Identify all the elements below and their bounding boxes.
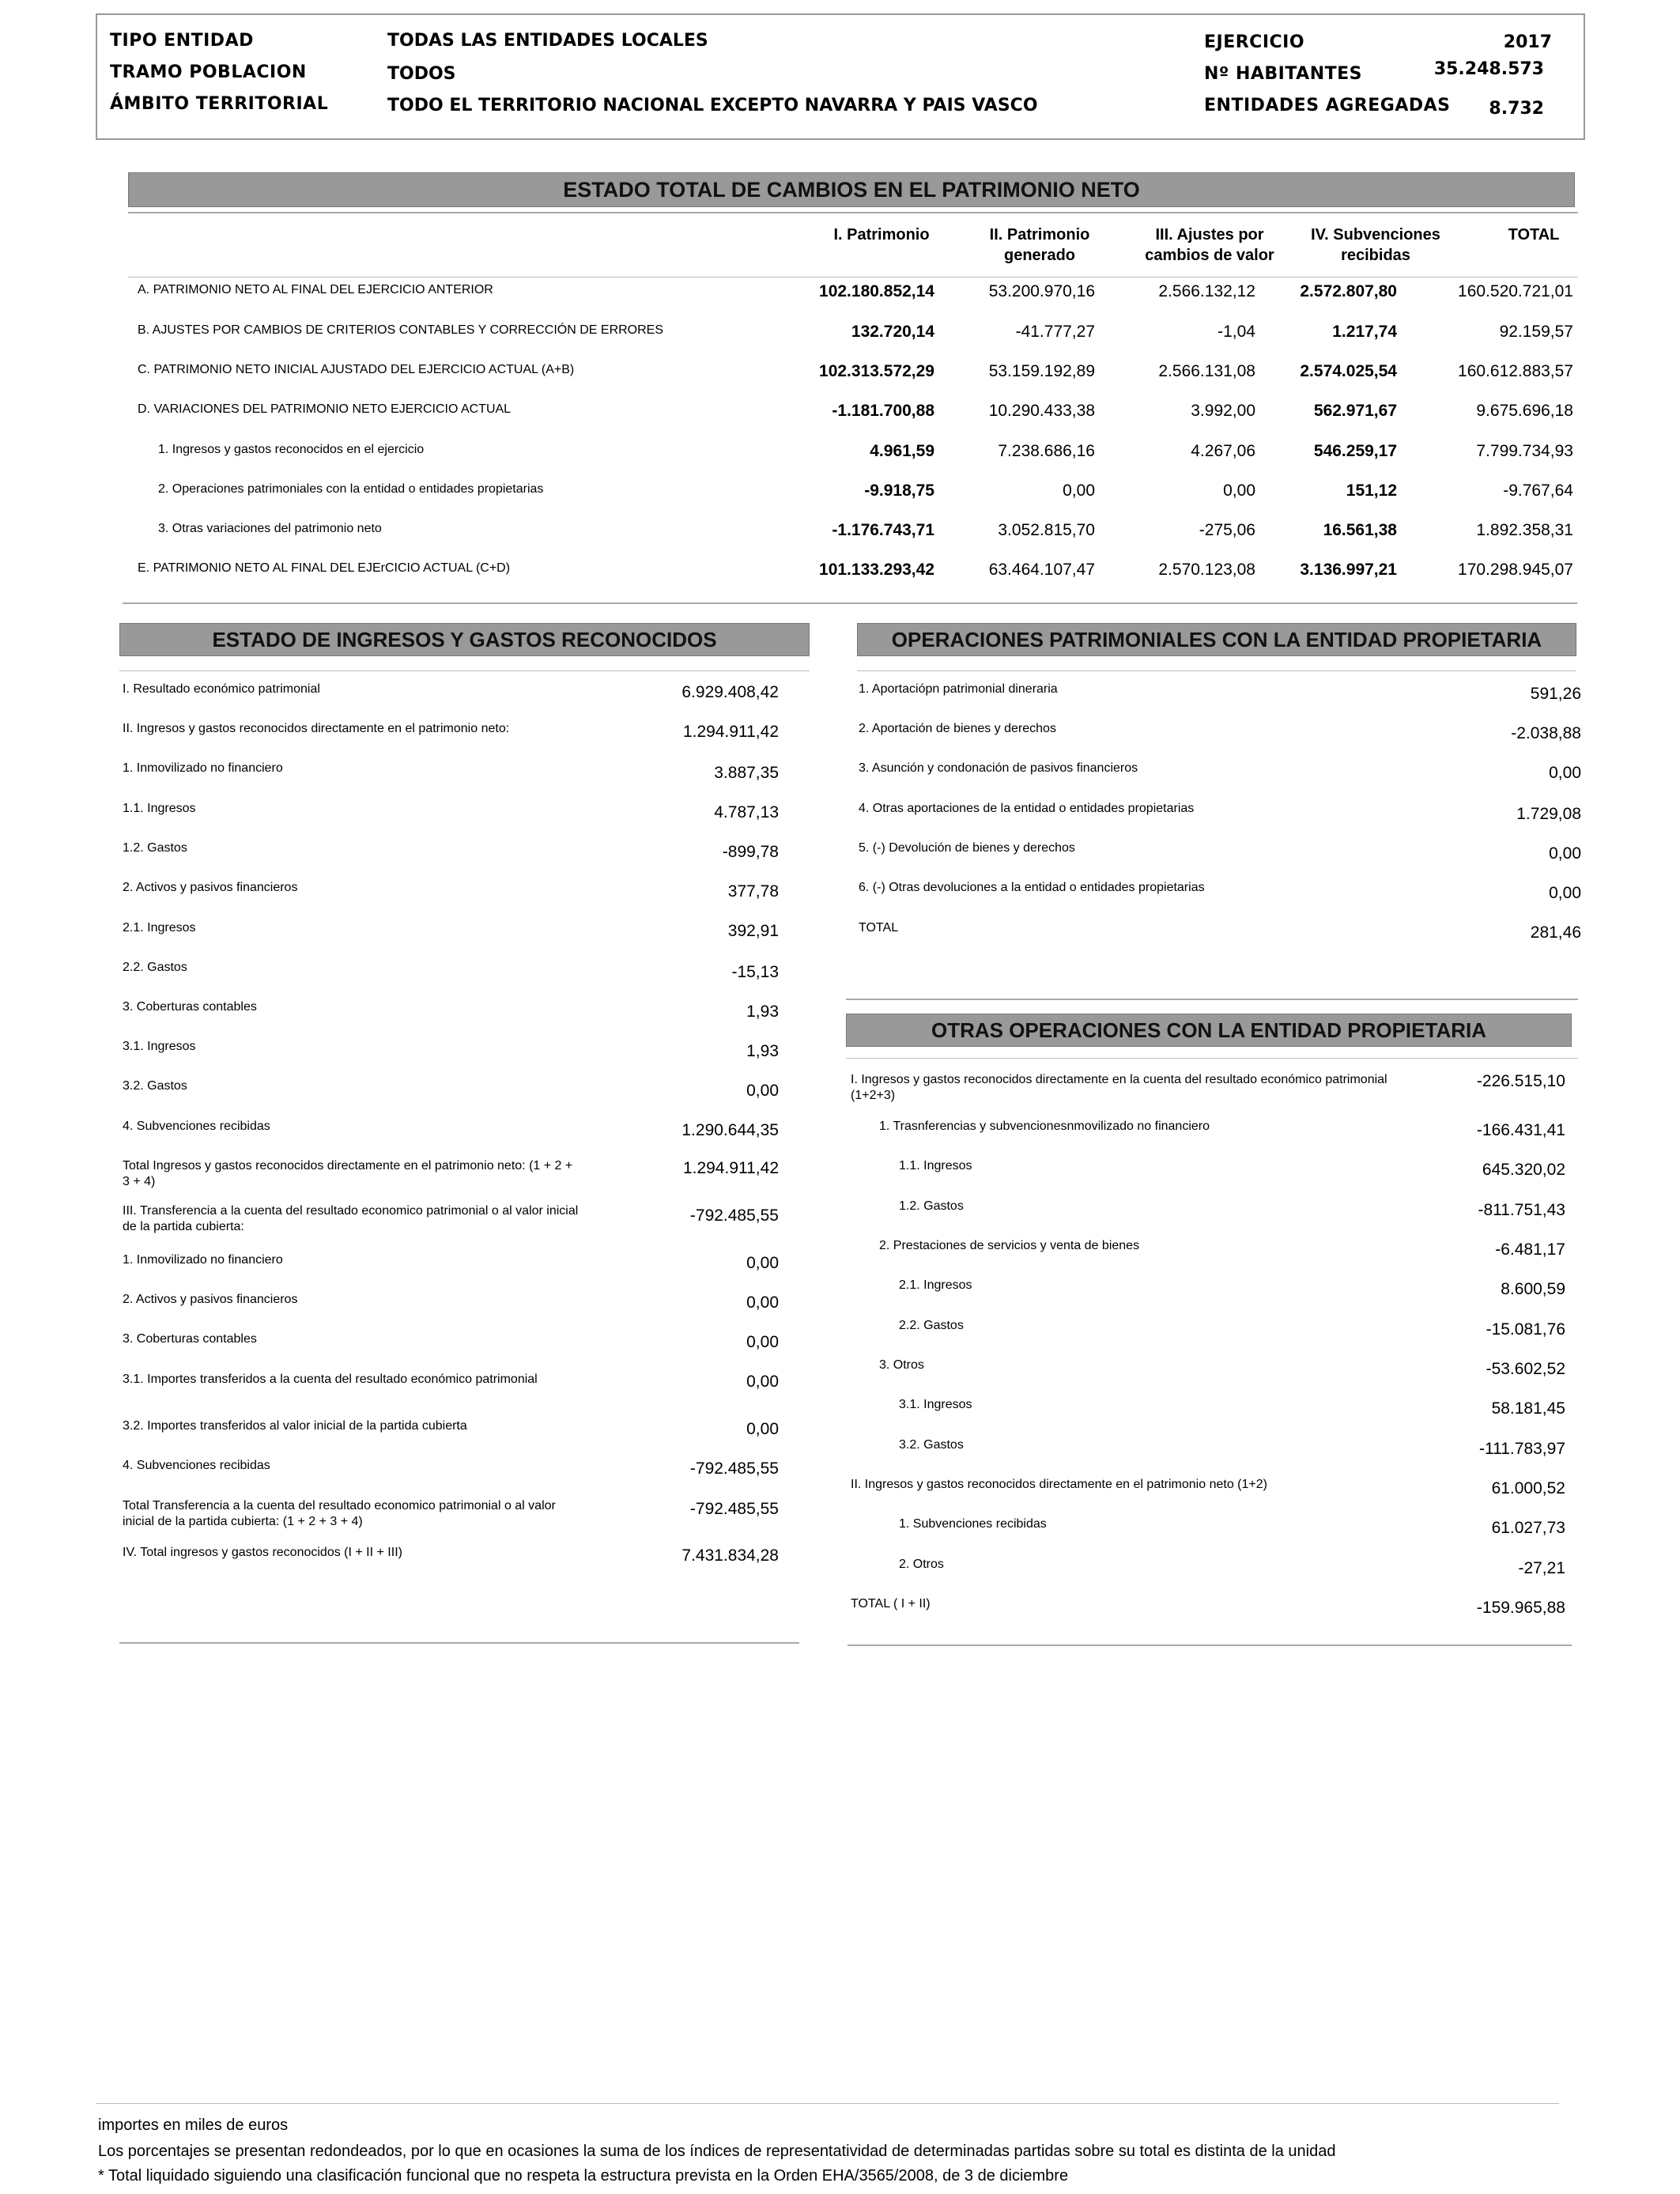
otras-row-label: II. Ingresos y gastos reconocidos directamente en el patrimonio neto (1+2) (851, 1478, 1267, 1491)
patrimonio-row-value: -41.777,27 (1015, 323, 1095, 341)
ingresos-row-value: 0,00 (746, 1254, 779, 1272)
ingresos-row-value: -792.485,55 (689, 1500, 779, 1518)
otras-row-value: -27,21 (1518, 1559, 1565, 1577)
footer-rounding-note: Los porcentajes se presentan redondeados, por lo que en ocasiones la suma de los índices de representatividad de determinadas partidas sobre su total es distinta de la unidad (98, 2143, 1336, 2160)
ingresos-row-value: -792.485,55 (689, 1460, 779, 1478)
patrimonio-row-value: -1.181.700,88 (832, 402, 934, 420)
divider (123, 602, 1577, 604)
otras-row-label: I. Ingresos y gastos reconocidos directamente en la cuenta del resultado económico patrimonial (1+2+3) (851, 1073, 1387, 1102)
ingresos-row-value: 377,78 (727, 882, 779, 901)
otras-row-label: 2. Otros (899, 1558, 944, 1571)
otras-row-value: -166.431,41 (1476, 1121, 1565, 1139)
operaciones-row-value: 0,00 (1549, 844, 1581, 863)
otras-row-label: 1.2. Gastos (899, 1199, 964, 1213)
patrimonio-row-label: A. PATRIMONIO NETO AL FINAL DEL EJERCICIO ANTERIOR (138, 283, 493, 296)
patrimonio-row-label: C. PATRIMONIO NETO INICIAL AJUSTADO DEL EJERCICIO ACTUAL (A+B) (138, 363, 575, 376)
entidades-agregadas-label: ENTIDADES AGREGADAS (1204, 96, 1451, 115)
operaciones-title: OPERACIONES PATRIMONIALES CON LA ENTIDAD PROPIETARIA (857, 623, 1576, 656)
tramo-poblacion-label: TRAMO POBLACION (110, 62, 307, 82)
ingresos-row-label: 1.1. Ingresos (123, 802, 196, 815)
operaciones-row-label: 4. Otras aportaciones de la entidad o entidades propietarias (859, 802, 1195, 815)
patrimonio-row-value: 160.520.721,01 (1458, 282, 1573, 300)
ingresos-row-value: -792.485,55 (689, 1207, 779, 1225)
ingresos-row-label: 2. Activos y pasivos financieros (123, 1293, 298, 1306)
patrimonio-title: ESTADO TOTAL DE CAMBIOS EN EL PATRIMONIO NETO (128, 172, 1575, 207)
operaciones-row-label: 5. (-) Devolución de bienes y derechos (859, 841, 1075, 855)
patrimonio-row-value: 3.992,00 (1191, 402, 1255, 420)
patrimonio-row-value: -1,04 (1218, 323, 1255, 341)
otras-title: OTRAS OPERACIONES CON LA ENTIDAD PROPIETARIA (846, 1014, 1572, 1047)
otras-row-label: 1. Subvenciones recibidas (899, 1517, 1047, 1531)
col-header-patrimonio-generado: II. Patrimonio generado (989, 226, 1090, 264)
otras-row-label: 3.2. Gastos (899, 1438, 964, 1452)
patrimonio-row-label: D. VARIACIONES DEL PATRIMONIO NETO EJERCICIO ACTUAL (138, 402, 512, 416)
otras-row-value: 58.181,45 (1491, 1399, 1565, 1418)
operaciones-row-value: 1.729,08 (1516, 805, 1581, 823)
ingresos-row-label: 3. Coberturas contables (123, 1000, 257, 1014)
operaciones-row-value: 0,00 (1549, 764, 1581, 782)
ingresos-row-value: -15,13 (731, 963, 779, 981)
patrimonio-row-value: 3.052.815,70 (998, 521, 1095, 539)
otras-row-value: 645.320,02 (1482, 1161, 1565, 1179)
ingresos-row-value: 0,00 (746, 1420, 779, 1438)
divider (857, 670, 1576, 671)
patrimonio-row-value: 132.720,14 (851, 323, 934, 341)
divider (128, 277, 1578, 278)
patrimonio-row-label: 3. Otras variaciones del patrimonio neto (158, 522, 382, 535)
patrimonio-row-value: 63.464.107,47 (988, 561, 1095, 579)
divider (128, 212, 1578, 213)
ingresos-row-label: 4. Subvenciones recibidas (123, 1459, 270, 1472)
ingresos-row-label: 2.1. Ingresos (123, 921, 196, 935)
ingresos-row-value: 1.294.911,42 (682, 723, 779, 741)
ingresos-row-value: 7.431.834,28 (681, 1546, 779, 1565)
patrimonio-row-value: -9.767,64 (1503, 481, 1573, 500)
ingresos-row-value: 0,00 (746, 1373, 779, 1391)
entidades-agregadas-value: 8.732 (1489, 99, 1544, 119)
patrimonio-row-value: -275,06 (1199, 521, 1255, 539)
patrimonio-row-value: 92.159,57 (1499, 323, 1573, 341)
ingresos-row-value: 0,00 (746, 1082, 779, 1100)
ambito-territorial-value: TODO EL TERRITORIO NACIONAL EXCEPTO NAVARRA Y PAIS VASCO (387, 96, 1038, 115)
patrimonio-row-value: 102.313.572,29 (819, 362, 934, 380)
ingresos-title: ESTADO DE INGRESOS Y GASTOS RECONOCIDOS (119, 623, 810, 656)
patrimonio-row-value: 2.572.807,80 (1300, 282, 1397, 300)
tipo-entidad-value: TODAS LAS ENTIDADES LOCALES (387, 31, 708, 51)
operaciones-row-label: TOTAL (859, 921, 899, 935)
patrimonio-row-value: 2.574.025,54 (1300, 362, 1397, 380)
otras-row-value: 61.027,73 (1491, 1519, 1565, 1537)
patrimonio-row-value: 16.561,38 (1323, 521, 1397, 539)
ingresos-row-label: 3.2. Gastos (123, 1079, 187, 1093)
patrimonio-row-value: 10.290.433,38 (988, 402, 1095, 420)
patrimonio-row-value: 4.267,06 (1191, 442, 1255, 460)
col-header-total: TOTAL (1508, 226, 1560, 244)
ambito-territorial-label: ÁMBITO TERRITORIAL (110, 94, 329, 114)
header-box (96, 13, 1585, 140)
ingresos-row-label: IV. Total ingresos y gastos reconocidos (I + II + III) (123, 1546, 402, 1559)
ingresos-row-label: 3. Coberturas contables (123, 1332, 257, 1346)
otras-row-label: 1.1. Ingresos (899, 1159, 972, 1173)
patrimonio-row-value: 53.159.192,89 (988, 362, 1095, 380)
operaciones-row-value: 0,00 (1549, 884, 1581, 902)
patrimonio-row-value: 2.566.132,12 (1158, 282, 1255, 300)
ingresos-row-value: 1,93 (746, 1003, 779, 1021)
patrimonio-row-value: 1.217,74 (1332, 323, 1397, 341)
tipo-entidad-label: TIPO ENTIDAD (110, 31, 254, 51)
patrimonio-row-value: 0,00 (1223, 481, 1255, 500)
divider (846, 999, 1578, 1000)
patrimonio-row-label: 1. Ingresos y gastos reconocidos en el ejercicio (158, 443, 425, 456)
operaciones-row-label: 2. Aportación de bienes y derechos (859, 722, 1056, 735)
operaciones-row-label: 1. Aportaciópn patrimonial dineraria (859, 682, 1058, 696)
operaciones-row-label: 3. Asunción y condonación de pasivos financieros (859, 761, 1138, 775)
patrimonio-row-value: 2.570.123,08 (1158, 561, 1255, 579)
patrimonio-row-value: 7.238.686,16 (998, 442, 1095, 460)
patrimonio-row-value: 4.961,59 (870, 442, 934, 460)
patrimonio-row-value: 53.200.970,16 (988, 282, 1095, 300)
ingresos-row-label: I. Resultado económico patrimonial (123, 682, 320, 696)
operaciones-row-value: 281,46 (1530, 923, 1581, 942)
ingresos-row-value: 6.929.408,42 (681, 683, 779, 701)
patrimonio-row-label: E. PATRIMONIO NETO AL FINAL DEL EJErCICIO ACTUAL (C+D) (138, 561, 511, 575)
ingresos-row-value: 1.294.911,42 (682, 1159, 779, 1177)
ingresos-row-label: 3.1. Ingresos (123, 1040, 196, 1053)
ingresos-row-label: 2.2. Gastos (123, 961, 187, 974)
habitantes-value: 35.248.573 (1433, 59, 1544, 79)
otras-row-value: 8.600,59 (1501, 1280, 1565, 1298)
ingresos-row-value: -899,78 (722, 843, 779, 861)
col-header-patrimonio: I. Patrimonio (833, 226, 930, 244)
patrimonio-row-value: 102.180.852,14 (819, 282, 934, 300)
patrimonio-row-value: 160.612.883,57 (1458, 362, 1573, 380)
otras-row-label: 2.2. Gastos (899, 1319, 964, 1332)
ejercicio-label: EJERCICIO (1204, 32, 1305, 52)
patrimonio-row-value: 9.675.696,18 (1476, 402, 1573, 420)
patrimonio-row-value: 2.566.131,08 (1158, 362, 1255, 380)
patrimonio-row-value: 7.799.734,93 (1476, 442, 1573, 460)
operaciones-row-value: -2.038,88 (1511, 724, 1581, 742)
ingresos-row-value: 4.787,13 (714, 803, 779, 821)
ingresos-row-label: 1. Inmovilizado no financiero (123, 1253, 283, 1267)
otras-row-label: 1. Trasnferencias y subvencionesnmovilizado no financiero (879, 1120, 1210, 1133)
ingresos-row-label: 3.2. Importes transferidos al valor inicial de la partida cubierta (123, 1419, 467, 1433)
ingresos-row-value: 1.290.644,35 (681, 1121, 779, 1139)
patrimonio-row-value: 170.298.945,07 (1458, 561, 1573, 579)
col-header-subvenciones: IV. Subvenciones recibidas (1311, 226, 1440, 264)
ingresos-row-label: 3.1. Importes transferidos a la cuenta del resultado económico patrimonial (123, 1373, 538, 1386)
ingresos-row-value: 392,91 (727, 922, 779, 940)
patrimonio-row-value: 3.136.997,21 (1300, 561, 1397, 579)
tramo-poblacion-value: TODOS (387, 64, 456, 84)
otras-row-label: 2.1. Ingresos (899, 1278, 972, 1292)
habitantes-label: Nº HABITANTES (1204, 64, 1362, 84)
ingresos-row-label: II. Ingresos y gastos reconocidos directamente en el patrimonio neto: (123, 722, 510, 735)
ingresos-row-label: 4. Subvenciones recibidas (123, 1120, 270, 1133)
ingresos-row-label: III. Transferencia a la cuenta del resultado economico patrimonial o al valor inicial de la partida cubierta: (123, 1204, 579, 1233)
ingresos-row-value: 3.887,35 (714, 764, 779, 782)
patrimonio-row-value: 0,00 (1063, 481, 1095, 500)
otras-row-value: -53.602,52 (1486, 1360, 1565, 1378)
patrimonio-row-value: -9.918,75 (864, 481, 934, 500)
divider (96, 2103, 1559, 2104)
otras-row-label: 3. Otros (879, 1358, 924, 1372)
otras-row-label: 3.1. Ingresos (899, 1398, 972, 1411)
ejercicio-value: 2017 (1503, 32, 1552, 52)
otras-row-label: TOTAL ( I + II) (851, 1597, 931, 1611)
divider (848, 1645, 1572, 1646)
patrimonio-row-label: B. AJUSTES POR CAMBIOS DE CRITERIOS CONTABLES Y CORRECCIÓN DE ERRORES (138, 323, 664, 337)
patrimonio-row-value: 562.971,67 (1313, 402, 1397, 420)
otras-row-value: -811.751,43 (1478, 1201, 1565, 1219)
patrimonio-row-value: 151,12 (1346, 481, 1397, 500)
otras-row-value: -111.783,97 (1479, 1440, 1565, 1458)
patrimonio-row-value: 546.259,17 (1313, 442, 1397, 460)
otras-row-value: -15.081,76 (1486, 1320, 1565, 1339)
ingresos-row-label: 2. Activos y pasivos financieros (123, 881, 298, 894)
patrimonio-row-value: 1.892.358,31 (1476, 521, 1573, 539)
operaciones-row-value: 591,26 (1530, 685, 1581, 703)
ingresos-row-label: Total Ingresos y gastos reconocidos directamente en el patrimonio neto: (1 + 2 + 3 + 4) (123, 1159, 573, 1188)
divider (846, 1058, 1578, 1059)
divider (119, 1642, 799, 1644)
footer-classification-note: * Total liquidado siguiendo una clasificación funcional que no respeta la estructura prevista en la Orden EHA/3565/2008, de 3 de diciembre (98, 2167, 1069, 2185)
patrimonio-row-label: 2. Operaciones patrimoniales con la entidad o entidades propietarias (158, 482, 544, 496)
ingresos-row-value: 0,00 (746, 1333, 779, 1351)
ingresos-row-label: Total Transferencia a la cuenta del resultado economico patrimonial o al valor inicial de la partida cubierta: (1 + 2 + 3 + 4) (123, 1499, 556, 1528)
patrimonio-row-value: -1.176.743,71 (832, 521, 934, 539)
patrimonio-row-value: 101.133.293,42 (819, 561, 934, 579)
ingresos-row-label: 1.2. Gastos (123, 841, 187, 855)
otras-row-value: -226.515,10 (1476, 1072, 1565, 1090)
ingresos-row-value: 1,93 (746, 1042, 779, 1060)
otras-row-value: 61.000,52 (1491, 1479, 1565, 1497)
operaciones-row-label: 6. (-) Otras devoluciones a la entidad o entidades propietarias (859, 881, 1205, 894)
otras-row-value: -159.965,88 (1476, 1599, 1565, 1617)
otras-row-label: 2. Prestaciones de servicios y venta de bienes (879, 1239, 1140, 1252)
otras-row-value: -6.481,17 (1495, 1240, 1565, 1259)
ingresos-row-label: 1. Inmovilizado no financiero (123, 761, 283, 775)
ingresos-row-value: 0,00 (746, 1293, 779, 1312)
divider (119, 670, 810, 671)
col-header-ajustes: III. Ajustes por cambios de valor (1145, 226, 1274, 264)
footer-units-note: importes en miles de euros (98, 2117, 289, 2134)
